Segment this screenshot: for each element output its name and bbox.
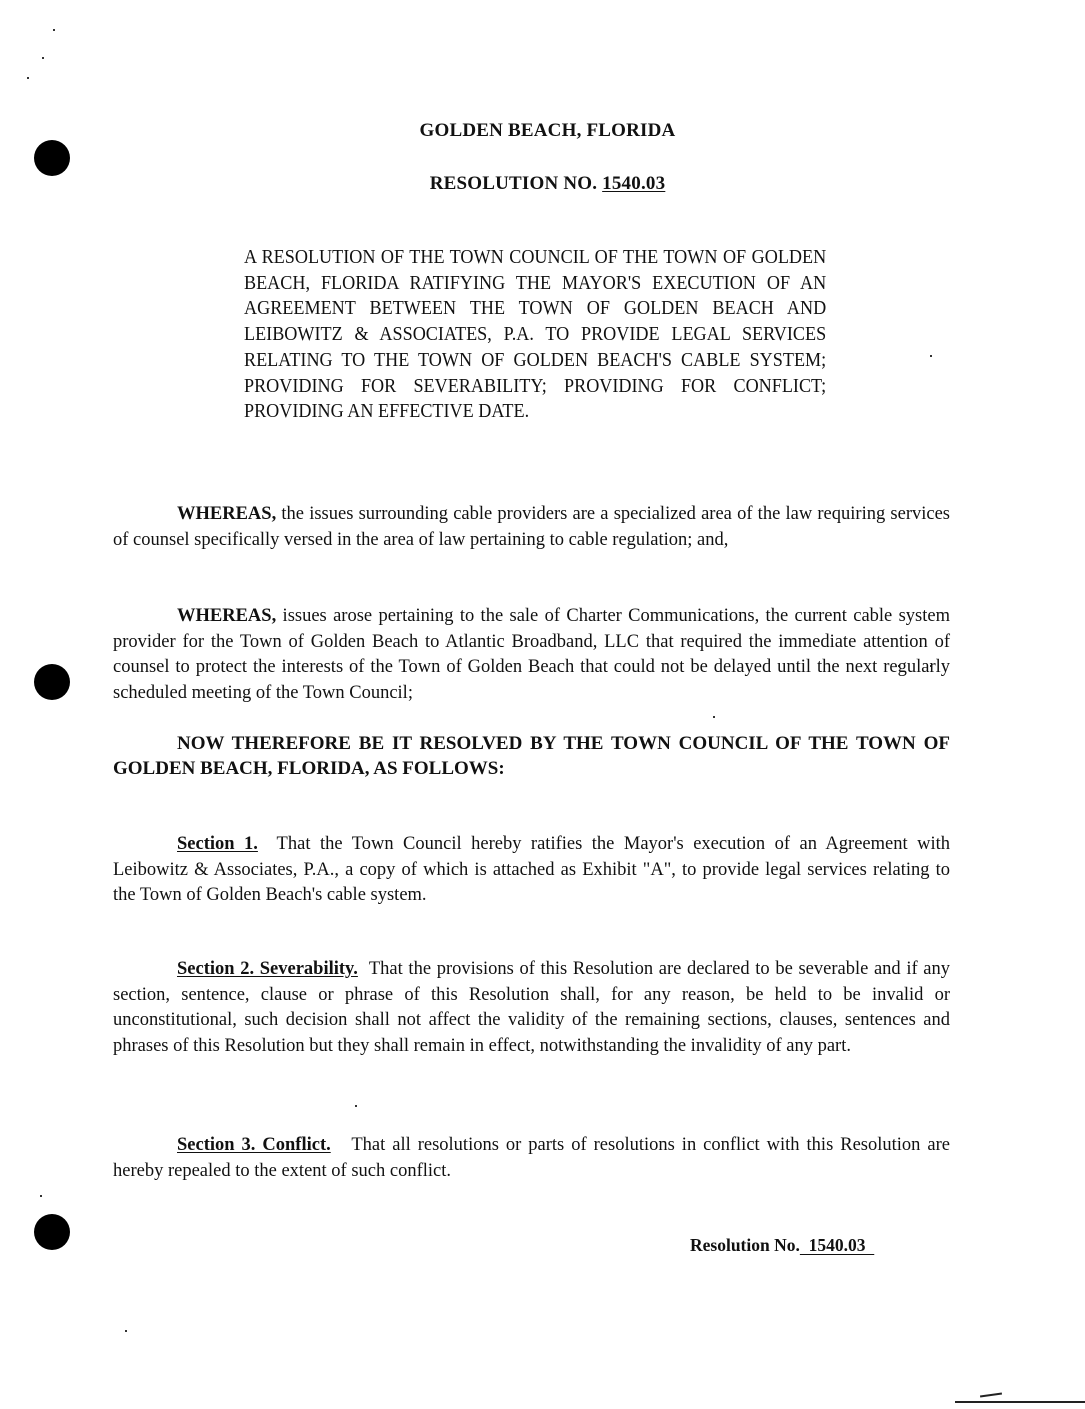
footer-resolution-number: 1540.03 [799,1235,875,1255]
section-text: That all resolutions or parts of resolutions in conflict with this Resolution are hereby repealed to the extent of such conflict. [113,1135,955,1181]
resolution-abstract: A RESOLUTION OF THE TOWN COUNCIL OF THE TOWN OF GOLDEN BEACH, FLORIDA RATIFYING THE MAYOR'S EXECUTION OF AN AGREEMENT BETWEEN THE TOWN OF GOLDEN BEACH AND LEIBOWITZ & ASSOCIATES, P.A. TO PROVIDE LEGAL SERVICES RELATING TO THE TOWN OF GOLDEN BEACH'S CABLE SYSTEM; PROVIDING FOR SEVERABILITY; PROVIDING FOR CONFLICT; PROVIDING AN EFFECTIVE DATE. [244,247,827,423]
scan-speck [40,1195,42,1197]
scan-speck [930,355,932,357]
scan-line-mark [955,1401,1085,1403]
recital-lead: WHEREAS, [177,606,277,626]
section-paragraph [113,957,955,1059]
section-heading: Section 3. Conflict. [177,1135,331,1155]
footer-label: Resolution No. [690,1235,800,1255]
resolution-label: RESOLUTION NO. [429,173,598,194]
recital-paragraph [113,604,950,706]
municipality-heading: GOLDEN BEACH, FLORIDA [419,120,676,141]
resolved-clause [113,731,950,781]
recital-lead: WHEREAS, [177,504,277,524]
recital-text: issues arose pertaining to the sale of Charter Communications, the current cable system provider for the Town of Golden Beach to Atlantic Broadband, LLC that required the immediate attention of counsel to protect the interests of the Town of Golden Beach that could not be delayed until the next regularly scheduled meeting of the Town Council; [113,606,950,703]
section-heading: Section 2. Severability. [177,959,358,979]
binder-hole-top [34,140,70,176]
recital-text: the issues surrounding cable providers are a specialized area of the law requiring services of counsel specifically versed in the area of law pertaining to cable regulation; and, [113,504,950,550]
section-heading: Section 1. [177,834,258,854]
section-paragraph [113,1133,955,1184]
binder-hole-middle [34,664,70,700]
scan-speck [713,716,715,718]
section-text: That the Town Council hereby ratifies the Mayor's execution of an Agreement with Leibowitz & Associates, P.A., a copy of which is attached as Exhibit "A", to provide legal services relating to the Town of Golden Beach's cable system. [113,834,955,905]
scan-speck [27,77,29,79]
scan-speck [42,57,44,59]
resolution-number: 1540.03 [602,173,666,194]
scan-speck [53,29,55,31]
scan-speck [355,1105,357,1107]
recital-paragraph [113,502,950,553]
resolved-clause-text: NOW THEREFORE BE IT RESOLVED BY THE TOWN COUNCIL OF THE TOWN OF GOLDEN BEACH, FLORIDA, AS FOLLOWS: [113,733,950,779]
binder-hole-bottom [34,1214,70,1250]
section-paragraph [113,832,955,909]
resolution-heading [0,173,1085,195]
section-text: That the provisions of this Resolution are declared to be severable and if any section, sentence, clause or phrase of this Resolution shall, for any reason, be held to be invalid or unconstitutional, such decision shall not affect the validity of the remaining sections, clauses, sentences and phrases of this Resolution but they shall remain in effect, notwithstanding the invalidity of any part. [113,959,955,1056]
page-footer [690,1235,874,1256]
scan-speck [125,1330,127,1332]
scan-line-mark [980,1392,1002,1397]
